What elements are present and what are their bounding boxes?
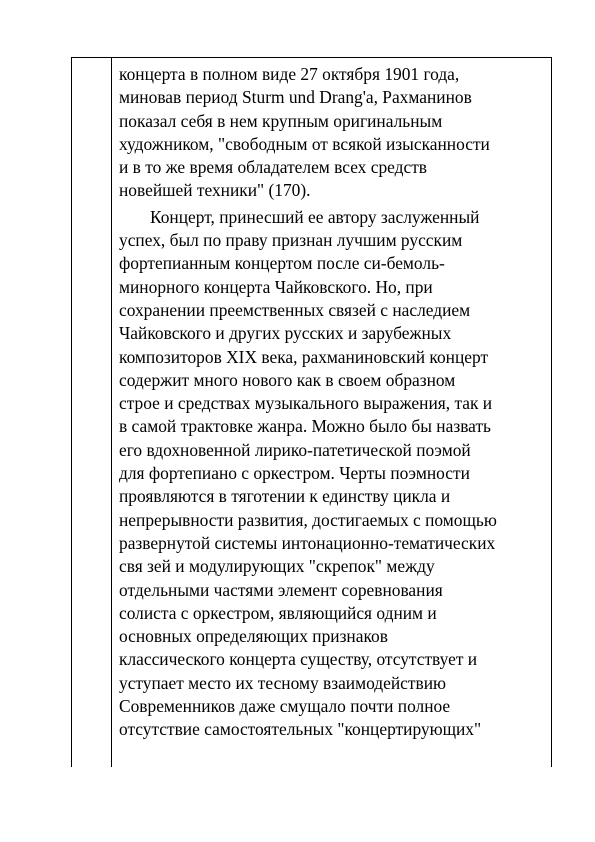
text-line: содержит много нового как в своем образном: [119, 369, 456, 390]
text-line: уступает место их тесному взаимодействию: [119, 672, 447, 693]
text-line: и в то же время обладателем всех средств: [119, 157, 428, 178]
text-line: отдельными частями элемент соревнования: [119, 579, 443, 600]
text-line-indented: Концерт, принесший ее автору заслуженный: [150, 206, 480, 227]
text-line: миновав период Sturm und Drang'a, Рахманинов: [119, 87, 472, 108]
table-frame: [71, 57, 552, 767]
text-line: показал себя в нем крупным оригинальным: [119, 110, 443, 131]
text-line: развернутой системы интонационно-тематических: [119, 532, 496, 553]
text-line: концерта в полном виде 27 октября 1901 года,: [119, 64, 460, 84]
text-line: Современников даже смущало почти полное: [119, 696, 451, 717]
text-cell: [119, 63, 549, 742]
text-line: его вдохновенной лирико-патетической поэмой: [119, 439, 471, 460]
text-line: сохранении преемственных связей с наследием: [119, 299, 471, 320]
text-line: новейшей техники" (170).: [119, 180, 311, 201]
text-line: для фортепиано с оркестром. Черты поэмности: [119, 463, 470, 484]
text-line: классического концерта существу, отсутствует и: [119, 649, 478, 670]
text-line: основных определяющих признаков: [119, 626, 388, 647]
text-line: Чайковского и других русских и зарубежных: [119, 323, 452, 344]
text-line: отсутствие самостоятельных "концертирующих": [119, 719, 482, 740]
text-line: художником, "свободным от всякой изысканности: [119, 133, 490, 154]
text-line: фортепианным концертом после си-бемоль-: [119, 253, 445, 274]
text-line: успех, был по праву признан лучшим русским: [119, 230, 463, 251]
text-line: в самой трактовке жанра. Можно было бы назвать: [119, 416, 491, 437]
column-divider: [111, 58, 112, 767]
text-line: проявляются в тяготении к единству цикла и: [119, 486, 451, 507]
text-line: непрерывности развития, достигаемых с помощью: [119, 509, 497, 530]
text-line: композиторов XIX века, рахманиновский концерт: [119, 346, 489, 367]
text-line: минорного концерта Чайковского. Но, при: [119, 276, 433, 297]
text-line: строе и средствах музыкального выражения, так и: [119, 393, 493, 414]
text-line: свя зей и модулирующих "скрепок" между: [119, 556, 435, 577]
text-line: солиста с оркестром, являющийся одним и: [119, 602, 437, 623]
